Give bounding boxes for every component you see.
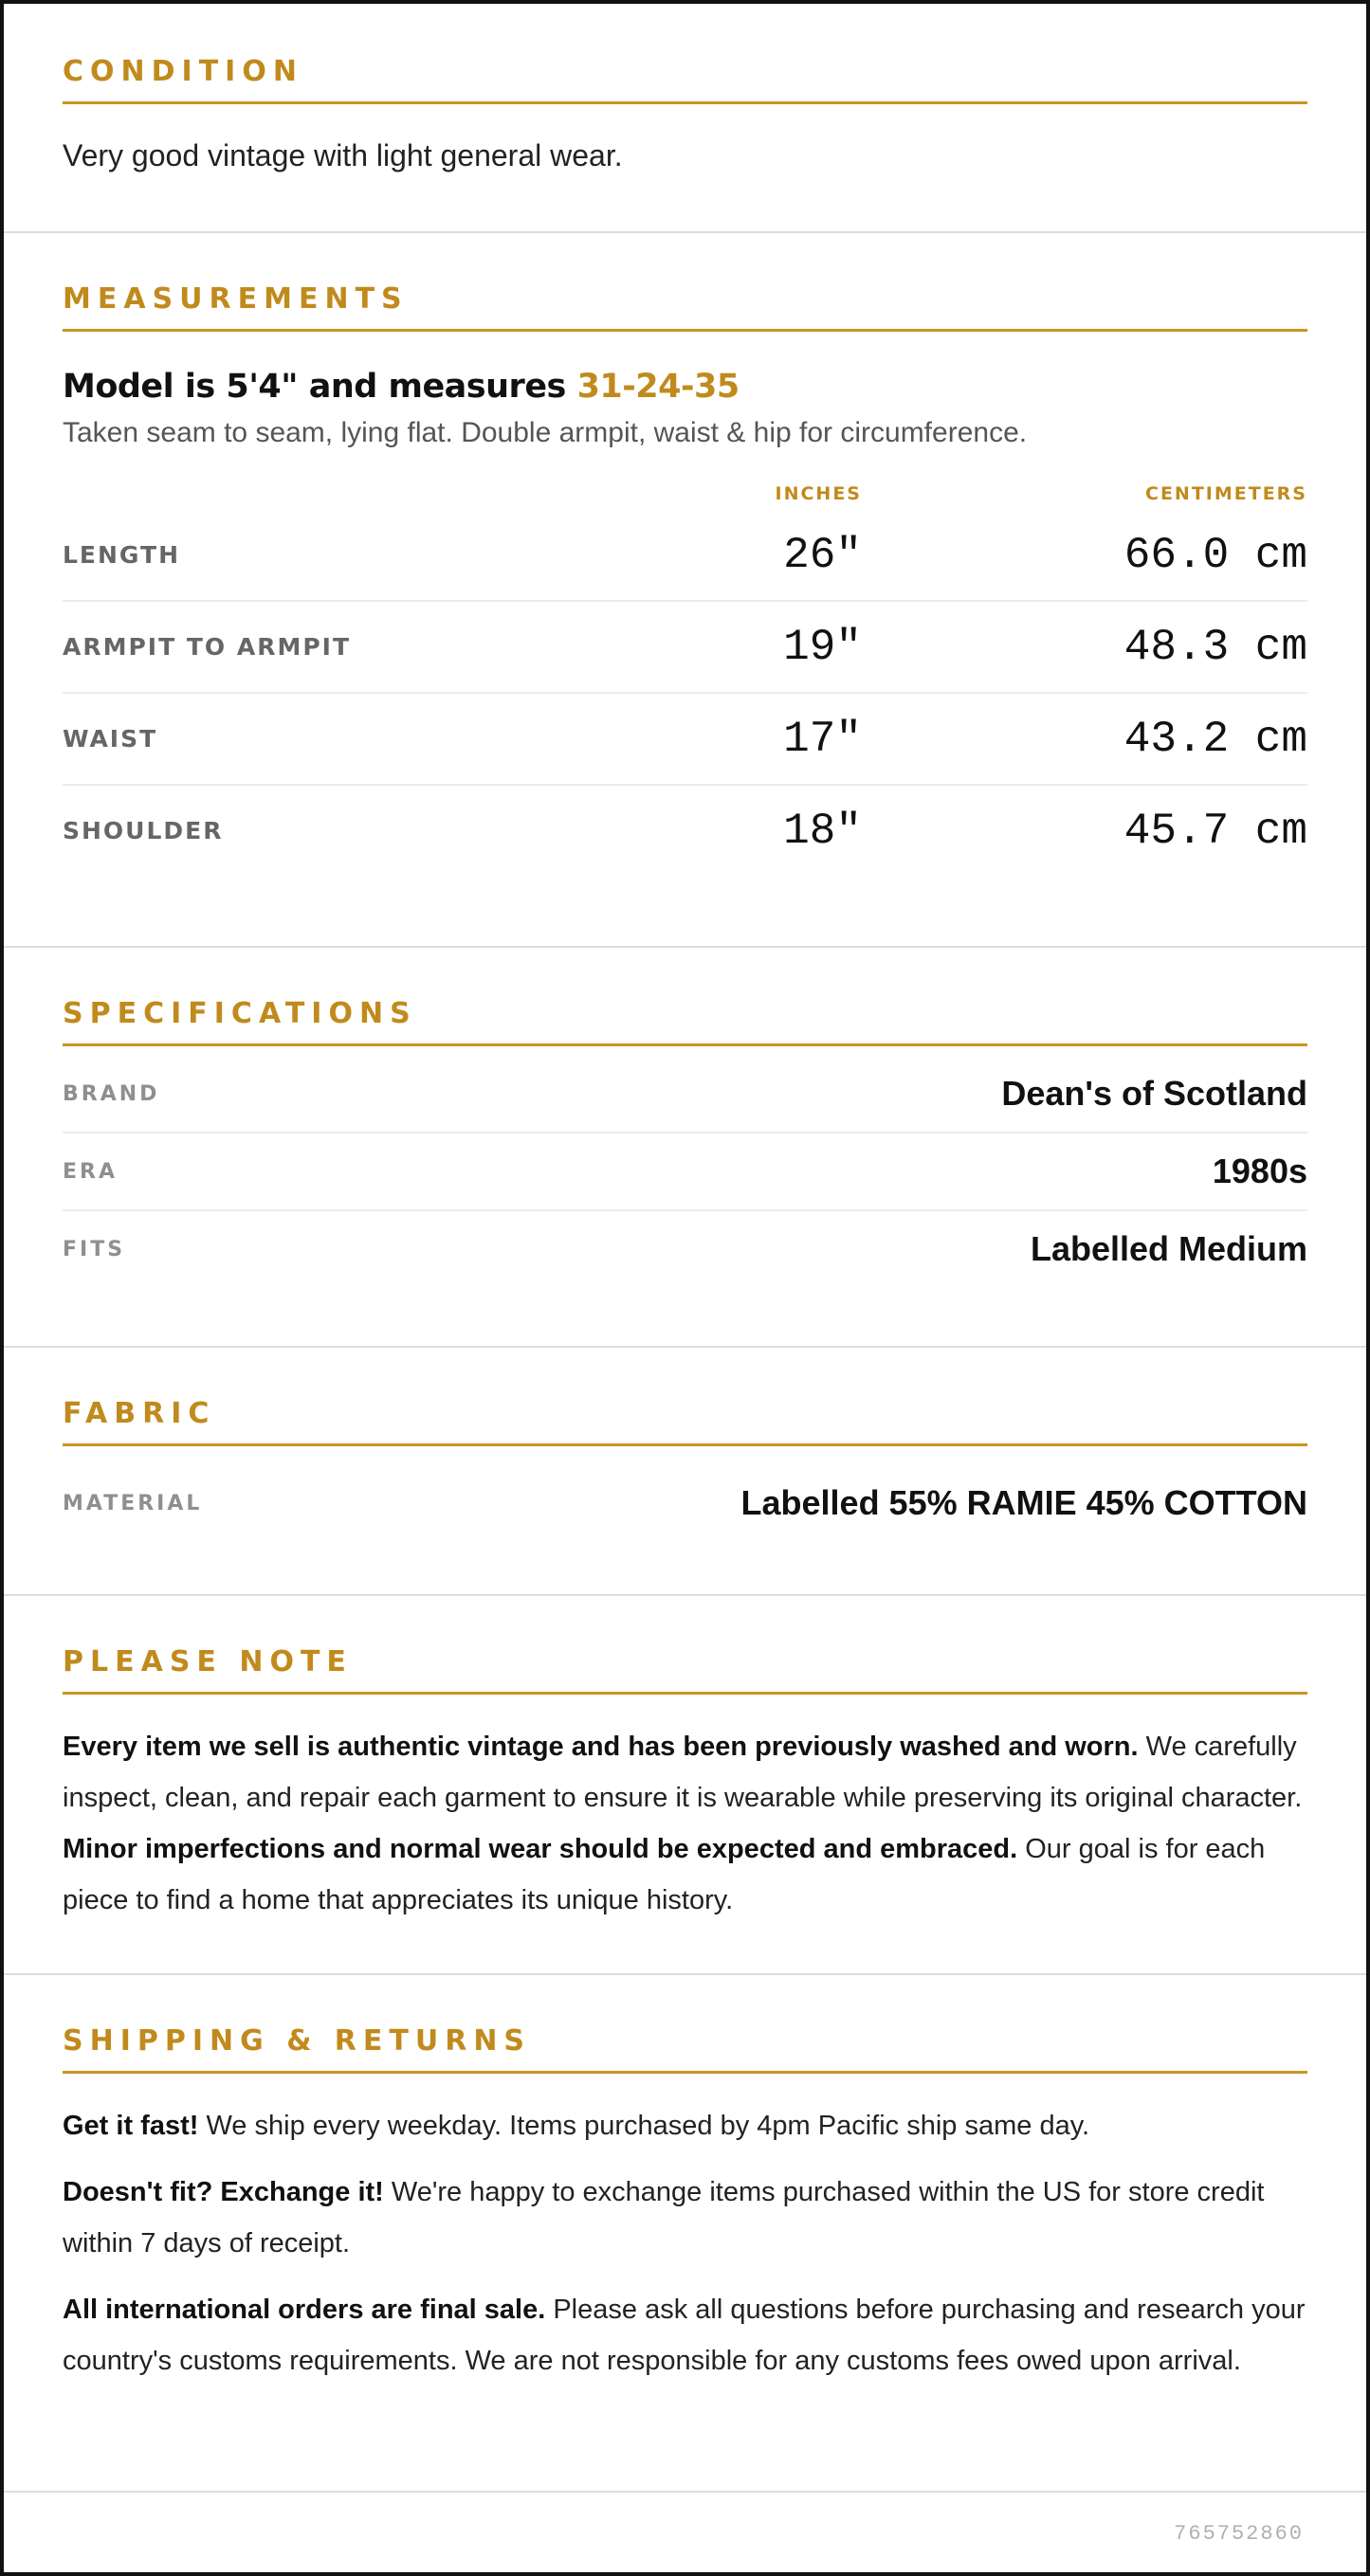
measurement-row-length xyxy=(63,510,1307,602)
spec-row-material xyxy=(63,1465,1307,1541)
column-centimeters: CENTIMETERS xyxy=(1145,483,1307,504)
column-inches: INCHES xyxy=(775,483,862,504)
please-note-text xyxy=(63,1721,1307,1926)
shipping-heading: SHIPPING & RETURNS xyxy=(63,2024,1307,2074)
spec-label: FITS xyxy=(63,1237,126,1261)
shipping-paragraph-2 xyxy=(63,2167,1307,2269)
measurement-cm: 45.7 cm xyxy=(1123,806,1307,856)
specifications-heading: SPECIFICATIONS xyxy=(63,997,1307,1046)
spec-label: BRAND xyxy=(63,1081,160,1106)
shipping-text: We ship every weekday. Items purchased by 4pm Pacific ship same day. xyxy=(198,2111,1090,2141)
measurements-table-header xyxy=(63,478,1307,510)
model-info-prefix: Model is 5'4" and measures xyxy=(63,368,577,406)
measurement-cm: 43.2 cm xyxy=(1123,714,1307,764)
please-note-text-2: Our goal is for each piece to find a home that appreciates its unique history. xyxy=(63,1834,1266,1915)
measurement-note: Taken seam to seam, lying flat. Double armpit, waist & hip for circumference. xyxy=(63,417,1028,448)
product-id: 765752860 xyxy=(1174,2522,1304,2546)
spec-value: Labelled 55% RAMIE 45% COTTON xyxy=(740,1483,1307,1522)
condition-text: Very good vintage with light general wear. xyxy=(63,138,623,172)
measurement-label: WAIST xyxy=(63,725,158,753)
shipping-paragraph-3 xyxy=(63,2284,1307,2386)
please-note-bold-2: Minor imperfections and normal wear should be expected and embraced. xyxy=(63,1834,1018,1864)
shipping-bold: All international orders are final sale. xyxy=(63,2295,546,2325)
measurements-section xyxy=(4,233,1366,948)
measurements-heading: MEASUREMENTS xyxy=(63,282,1307,332)
please-note-text-1: We carefully inspect, clean, and repair each garment to ensure it is wearable while preserving its original character. xyxy=(63,1732,1303,1813)
measurement-label: LENGTH xyxy=(63,541,180,569)
condition-heading: CONDITION xyxy=(63,55,1307,104)
measurement-cm: 48.3 cm xyxy=(1123,622,1307,672)
spec-value: Dean's of Scotland xyxy=(1001,1074,1307,1113)
spec-value: 1980s xyxy=(1212,1152,1307,1190)
measurements-table xyxy=(63,478,1307,876)
shipping-bold: Doesn't fit? Exchange it! xyxy=(63,2177,384,2207)
measurement-cm: 66.0 cm xyxy=(1123,530,1307,580)
specifications-section xyxy=(4,948,1366,1348)
measurement-inches: 18" xyxy=(783,806,862,856)
measurement-label: SHOULDER xyxy=(63,817,224,844)
please-note-section xyxy=(4,1596,1366,1975)
model-info xyxy=(63,368,1307,406)
model-measures: 31-24-35 xyxy=(576,368,740,406)
please-note-bold-1: Every item we sell is authentic vintage and has been previously washed and worn. xyxy=(63,1732,1139,1762)
spec-row-brand xyxy=(63,1056,1307,1134)
shipping-paragraph-1 xyxy=(63,2100,1307,2151)
spec-label: MATERIAL xyxy=(63,1491,203,1515)
measurement-label: ARMPIT TO ARMPIT xyxy=(63,633,352,661)
condition-section xyxy=(4,4,1366,233)
measurement-inches: 19" xyxy=(783,622,862,672)
shipping-bold: Get it fast! xyxy=(63,2111,199,2141)
spec-row-fits xyxy=(63,1211,1307,1287)
measurement-row-shoulder xyxy=(63,786,1307,876)
measurement-row-waist xyxy=(63,694,1307,786)
spec-label: ERA xyxy=(63,1159,118,1184)
please-note-heading: PLEASE NOTE xyxy=(63,1645,1307,1695)
fabric-section xyxy=(4,1348,1366,1596)
fabric-heading: FABRIC xyxy=(63,1397,1307,1446)
measurement-row-armpit xyxy=(63,602,1307,694)
spec-row-era xyxy=(63,1134,1307,1211)
shipping-text: We're happy to exchange items purchased within the US for store credit within 7 days of receipt. xyxy=(63,2177,1265,2259)
spec-value: Labelled Medium xyxy=(1030,1229,1307,1268)
shipping-text: Please ask all questions before purchasing and research your country's customs requirements. We are not responsible for any customs fees owed upon arrival. xyxy=(63,2295,1306,2376)
measurement-inches: 17" xyxy=(783,714,862,764)
measurement-inches: 26" xyxy=(783,530,862,580)
shipping-section xyxy=(4,1975,1366,2493)
